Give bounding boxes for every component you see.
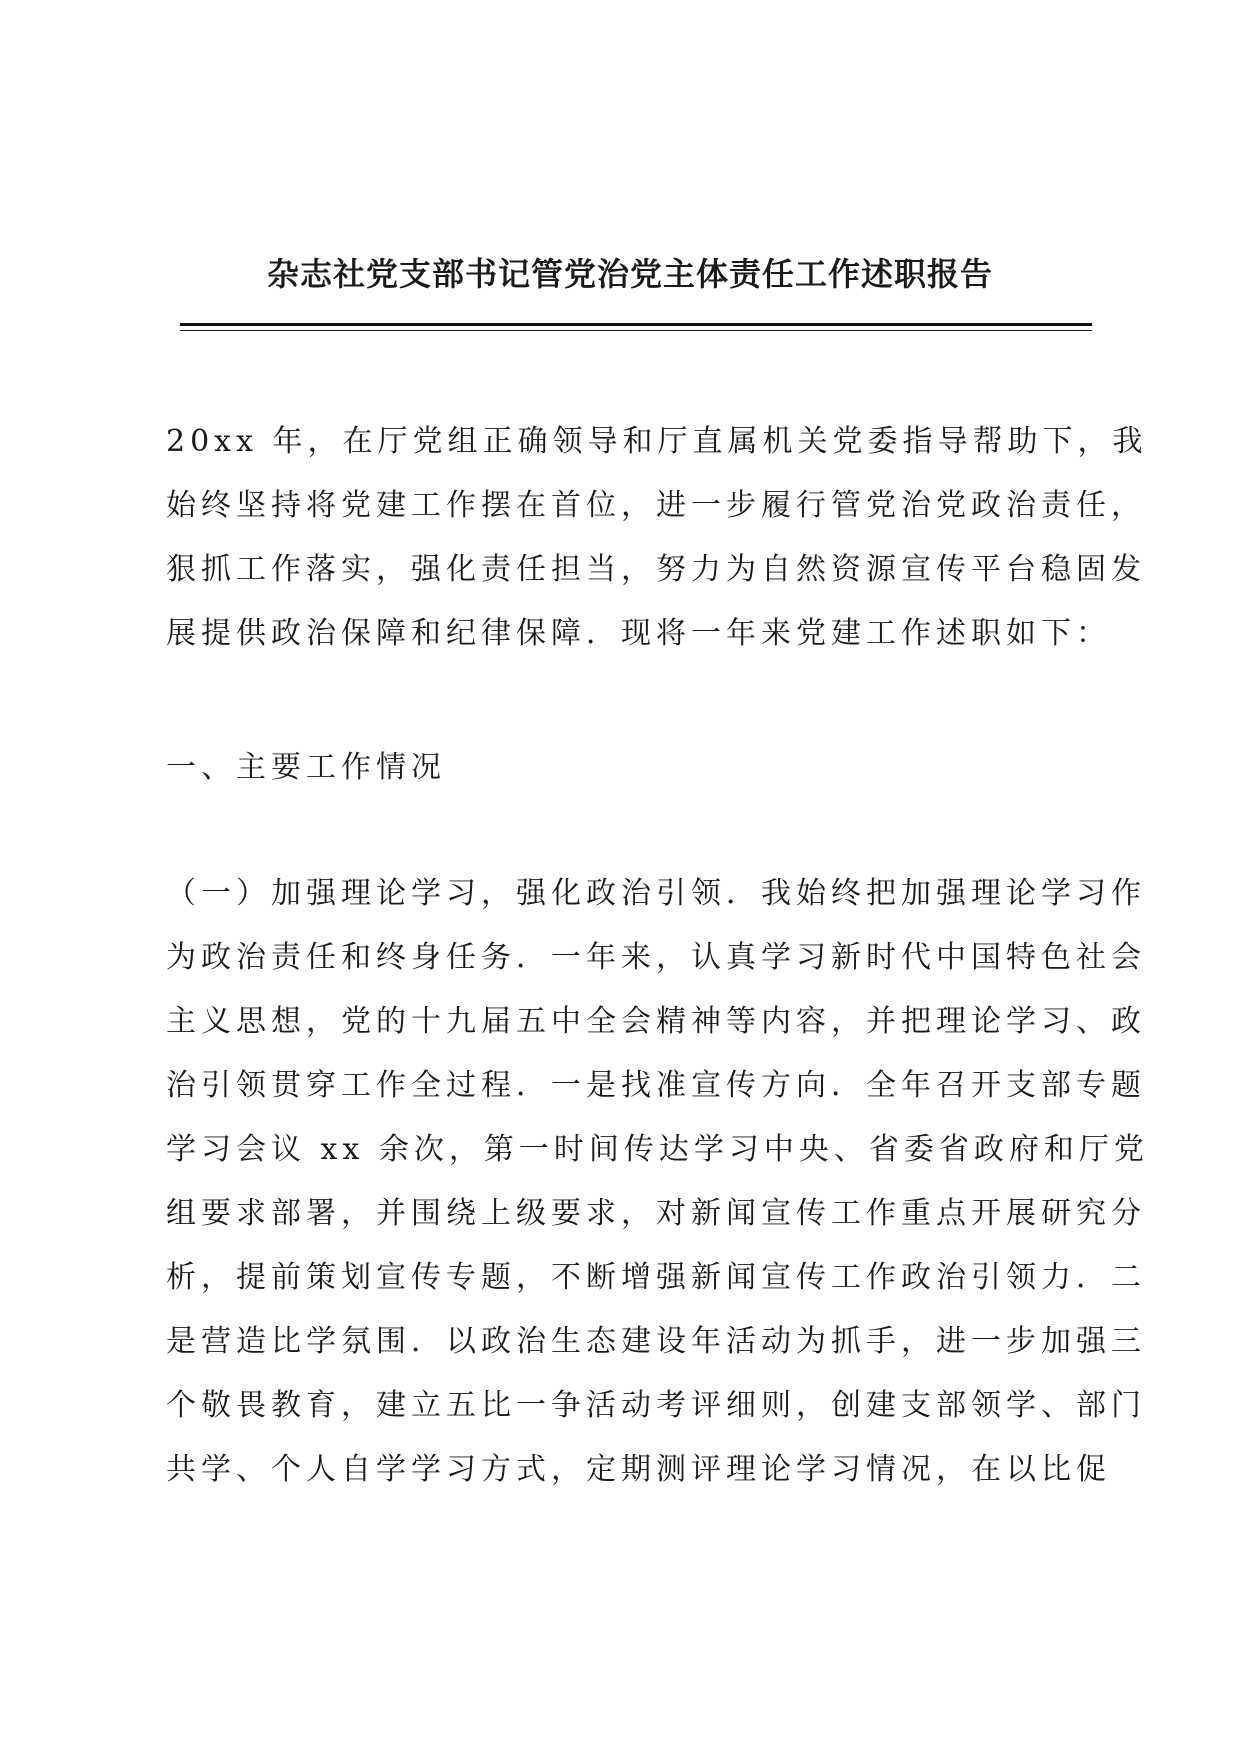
intro-line: 狠抓工作落实，强化责任担当，努力为自然资源宣传平台稳固发 <box>166 552 1146 587</box>
section-line: 个敬畏教育，建立五比一争活动考评细则，创建支部领学、部门 <box>166 1388 1146 1423</box>
section-heading: 一、主要工作情况 <box>166 750 446 785</box>
section-line: 主义思想，党的十九届五中全会精神等内容，并把理论学习、政 <box>166 1004 1146 1039</box>
section-line: 析，提前策划宣传专题，不断增强新闻宣传工作政治引领力．二 <box>166 1260 1146 1295</box>
title-divider-thick <box>180 323 1092 326</box>
section-paragraph <box>166 862 1149 1502</box>
section-line: 治引领贯穿工作全过程．一是找准宣传方向．全年召开支部专题 <box>166 1068 1146 1103</box>
intro-line: 展提供政治保障和纪律保障．现将一年来党建工作述职如下： <box>166 616 1111 651</box>
title-divider-thin <box>180 330 1092 331</box>
document-title: 杂志社党支部书记管党治党主体责任工作述职报告 <box>266 255 993 293</box>
intro-line: 20xx 年，在厅党组正确领导和厅直属机关党委指导帮助下，我 <box>166 424 1148 459</box>
section-line: 为政治责任和终身任务．一年来，认真学习新时代中国特色社会 <box>166 940 1146 975</box>
section-line: （一）加强理论学习，强化政治引领．我始终把加强理论学习作 <box>166 876 1146 911</box>
intro-line: 始终坚持将党建工作摆在首位，进一步履行管党治党政治责任， <box>166 488 1146 523</box>
section-line: 共学、个人自学学习方式，定期测评理论学习情况，在以比促 <box>166 1452 1111 1487</box>
section-line: 是营造比学氛围．以政治生态建设年活动为抓手，进一步加强三 <box>166 1324 1146 1359</box>
section-line: 组要求部署，并围绕上级要求，对新闻宣传工作重点开展研究分 <box>166 1196 1146 1231</box>
intro-paragraph <box>166 410 1148 666</box>
section-line: 学习会议 xx 余次，第一时间传达学习中央、省委省政府和厅党 <box>166 1132 1149 1167</box>
